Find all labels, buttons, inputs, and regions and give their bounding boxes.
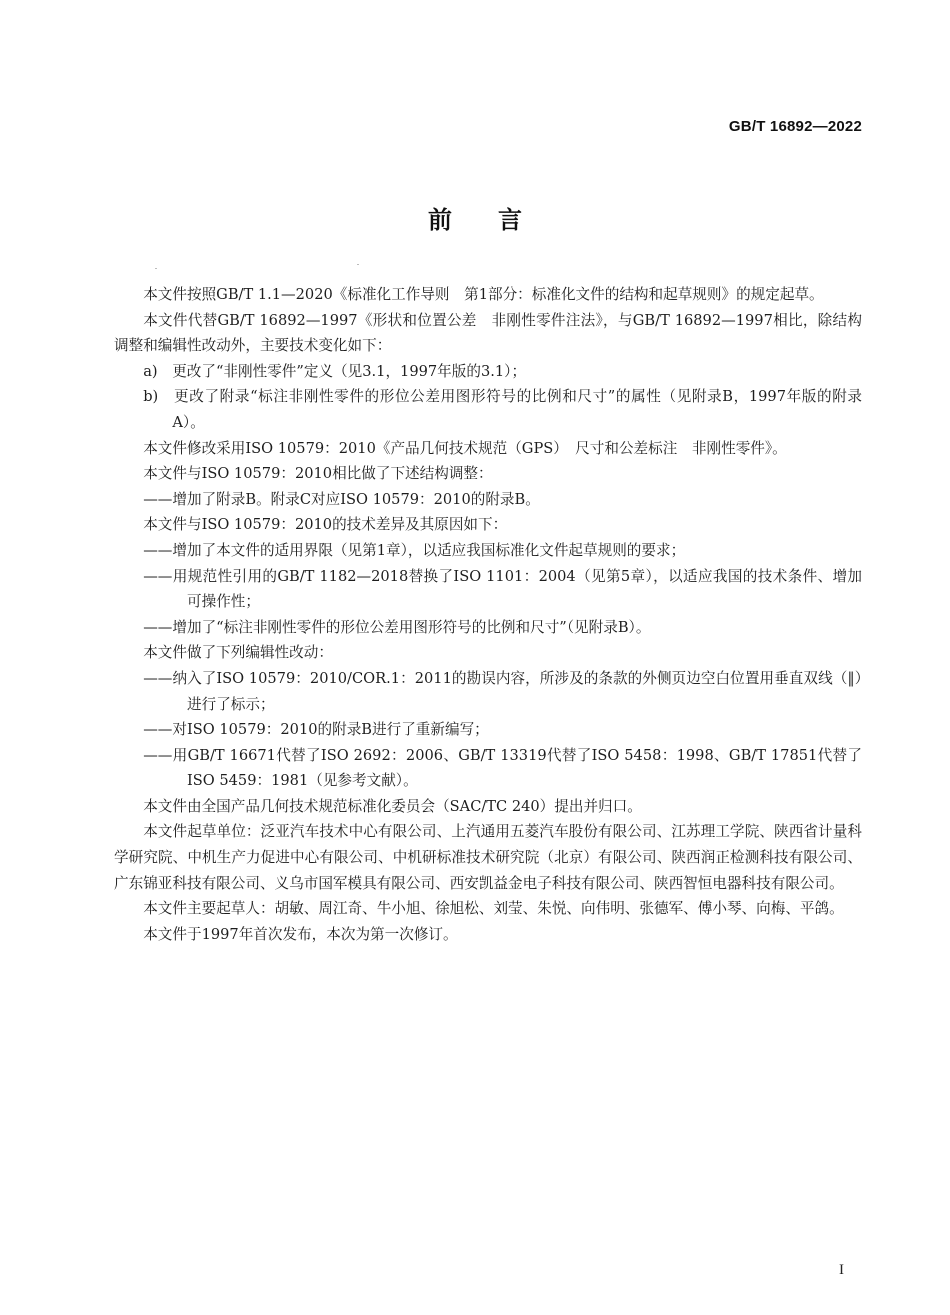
- standard-code: GB/T 16892—2022: [728, 118, 862, 135]
- dash-item: ——对ISO 10579：2010的附录B进行了重新编写；: [143, 721, 489, 739]
- paragraph: 本文件修改采用ISO 10579：2010《产品几何技术规范（GPS） 尺寸和公差标注 非刚性零件》。: [143, 439, 787, 457]
- dash-item: ——增加了本文件的适用界限（见第1章），以适应我国标准化文件起草规则的要求；: [143, 541, 686, 559]
- paragraph: 本文件按照GB/T 1.1—2020《标准化工作导则 第1部分：标准化文件的结构和起草规则》的规定起草。: [143, 286, 824, 303]
- list-item: b) 更改了附录“标注非刚性零件的形位公差用图形符号的比例和尺寸”的属性（见附录B，1997年版的附录A）。: [143, 388, 862, 431]
- paragraph: 本文件于1997年首次发布，本次为第一次修订。: [143, 925, 458, 943]
- dash-item: ——增加了“标注非刚性零件的形位公差用图形符号的比例和尺寸”（见附录B）。: [143, 618, 651, 636]
- list-item: a) 更改了“非刚性零件”定义（见3.1，1997年版的3.1）；: [143, 362, 527, 380]
- dash-item: ——纳入了ISO 10579：2010/COR.1：2011的勘误内容，所涉及的条款的外侧页边空白位置用垂直双线（‖）进行了标示；: [143, 669, 862, 713]
- dash-item: ——增加了附录B。附录C对应ISO 10579：2010的附录B。: [143, 490, 540, 508]
- page-title: 前言: [428, 206, 568, 234]
- foreword-body: [114, 282, 862, 947]
- paragraph: 本文件与ISO 10579：2010的技术差异及其原因如下：: [143, 516, 508, 534]
- dash-item: ——用GB/T 16671代替了ISO 2692：2006、GB/T 13319代替了ISO 5458：1998、GB/T 17851代替了ISO 5459：1981（见参考文献）。: [143, 746, 862, 790]
- paragraph: 本文件主要起草人：胡敏、周江奇、牛小旭、徐旭松、刘莹、朱悦、向伟明、张德军、傅小琴、向梅、平鸽。: [143, 900, 844, 918]
- paragraph: 本文件起草单位：泛亚汽车技术中心有限公司、上汽通用五菱汽车股份有限公司、江苏理工学院、陕西省计量科学研究院、中机生产力促进中心有限公司、中机研标准技术研究院（北京）有限公司、陕西润正检测科技有限公司、广东锦亚科技有限公司、义乌市国军模具有限公司、西安凯益金电子科技有限公司、陕西智恒电器科技有限公司。: [114, 823, 862, 892]
- scan-speck: [357, 264, 359, 265]
- page-number: I: [839, 1262, 844, 1278]
- scan-speck: [155, 268, 157, 269]
- paragraph: 本文件做了下列编辑性改动：: [143, 644, 333, 662]
- paragraph: 本文件由全国产品几何技术规范标准化委员会（SAC/TC 240）提出并归口。: [143, 797, 642, 815]
- paragraph: 本文件代替GB/T 16892—1997《形状和位置公差 非刚性零件注法》，与GB/T 16892—1997相比，除结构调整和编辑性改动外，主要技术变化如下：: [114, 311, 862, 355]
- dash-item: ——用规范性引用的GB/T 1182—2018替换了ISO 1101：2004（见第5章），以适应我国的技术条件、增加可操作性；: [143, 567, 862, 611]
- paragraph: 本文件与ISO 10579：2010相比做了下述结构调整：: [143, 465, 493, 483]
